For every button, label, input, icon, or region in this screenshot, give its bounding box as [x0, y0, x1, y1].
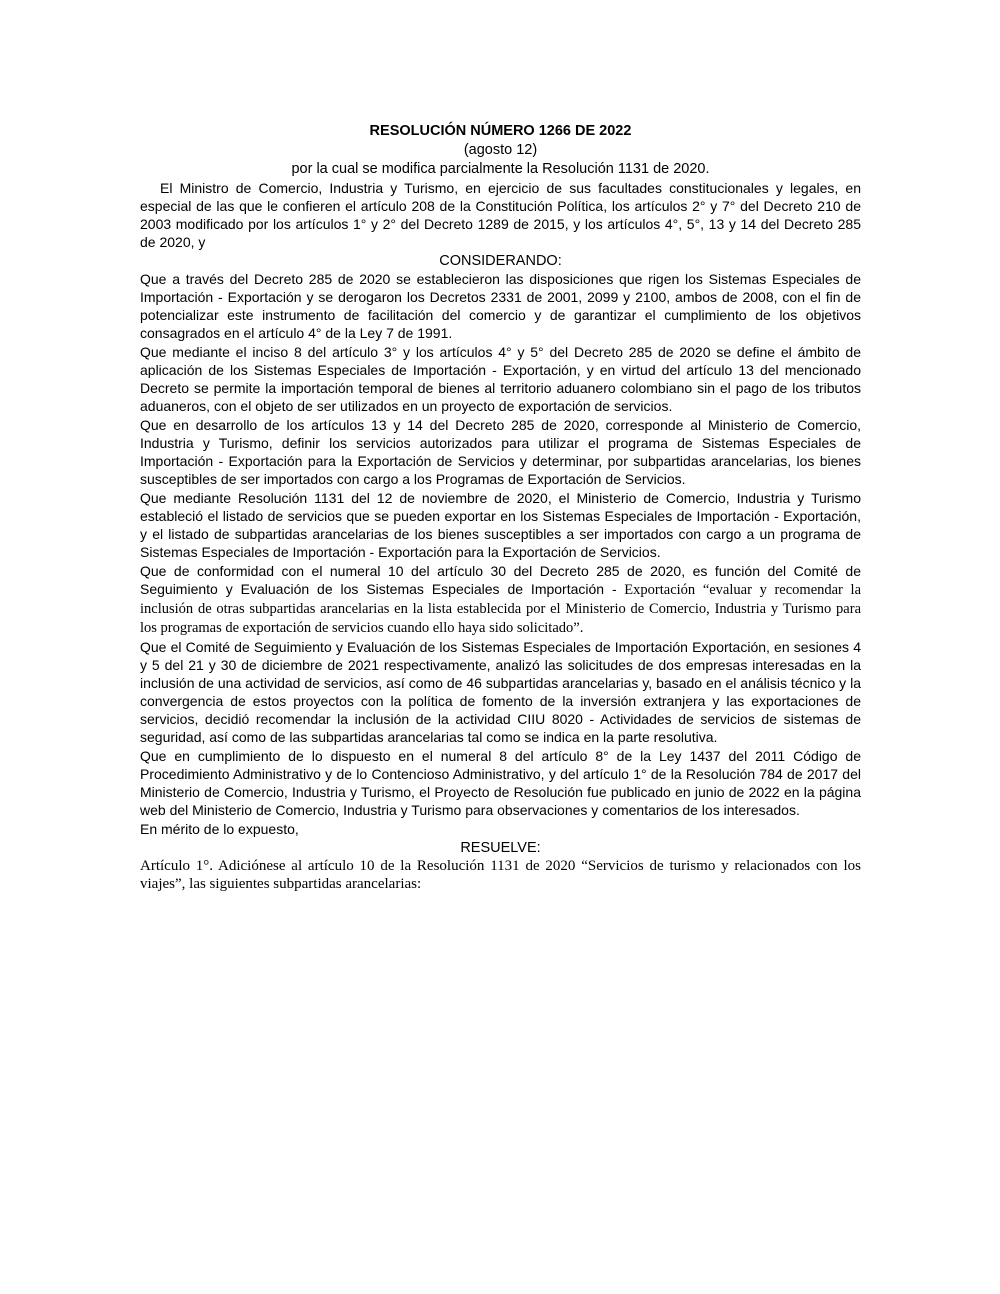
intro-paragraph: El Ministro de Comercio, Industria y Turismo, en ejercicio de sus facultades constitucionales y legales, en especial de las que le confieren el artículo 208 de la Constitución Política, los artículos 2° y 7° del Decreto 210 de 2003 modificado por los artículos 1° y 2° del Decreto 1289 de 2015, y los artículos 4°, 5°, 13 y 14 del Decreto 285 de 2020, y: [140, 180, 861, 250]
resuelve-heading: RESUELVE:: [460, 840, 541, 856]
considerando-paragraph: Que mediante el inciso 8 del artículo 3° y los artículos 4° y 5° del Decreto 285 de 2020 se define el ámbito de aplicación de los Sistemas Especiales de Importación - Exportación, y en virtud del artículo 13 del mencionado Decreto se permite la importación temporal de bienes al territorio aduanero colombiano sin el pago de los tributos aduaneros, con el objeto de ser utilizados en un proyecto de exportación de servicios.: [140, 344, 861, 414]
considerando-paragraph: Que mediante Resolución 1131 del 12 de noviembre de 2020, el Ministerio de Comercio, Industria y Turismo estableció el listado de servicios que se pueden exportar en los Sistemas Especiales de Importación - Exportación, y el listado de subpartidas arancelarias de los bienes susceptibles a ser importados con cargo a un programa de Sistemas Especiales de Importación - Exportación para la Exportación de Servicios.: [140, 490, 861, 560]
considerando-lead-text: Que de conformidad con el numeral 10 del artículo 30 del Decreto 285 de 2020, es función del Comité de Seguimiento y Evaluación de los Sistemas Especiales de Importación -: [140, 563, 861, 597]
resolution-date: (agosto 12): [463, 142, 538, 158]
considerando-paragraph: Que a través del Decreto 285 de 2020 se establecieron las disposiciones que rigen los Sistemas Especiales de Importación - Exportación y se derogaron los Decretos 2331 de 2001, 2099 y 2100, ambos de 2008, con el fin de potencializar este instrumento de facilitación del comercio y de garantizar el cumplimiento de los objetivos consagrados en el artículo 4° de la Ley 7 de 1991.: [140, 271, 861, 341]
considerando-paragraph: Que en desarrollo de los artículos 13 y 14 del Decreto 285 de 2020, corresponde al Ministerio de Comercio, Industria y Turismo, definir los servicios autorizados para utilizar el programa de Sistemas Especiales de Importación - Exportación para la Exportación de Servicios y determinar, por subpartidas arancelarias, los bienes susceptibles de ser importados con cargo a los Programas de Exportación de Servicios.: [140, 417, 861, 487]
considerando-paragraph: Que en cumplimiento de lo dispuesto en el numeral 8 del artículo 8° de la Ley 1437 del 2011 Código de Procedimiento Administrativo y de lo Contencioso Administrativo, y del artículo 1° de la Resolución 784 de 2017 del Ministerio de Comercio, Industria y Turismo, el Proyecto de Resolución fue publicado en junio de 2022 en la página web del Ministerio de Comercio, Industria y Turismo para observaciones y comentarios de los interesados.: [140, 748, 861, 818]
considerando-paragraph: Que el Comité de Seguimiento y Evaluación de los Sistemas Especiales de Importación Exportación, en sesiones 4 y 5 del 21 y 30 de diciembre de 2021 respectivamente, analizó las solicitudes de dos empresas interesadas en la inclusión de una actividad de servicios, así como de 46 subpartidas arancelarias y, basado en el análisis técnico y la convergencia de estos proyectos con la política de fomento de la inversión extranjera y las exportaciones de servicios, decidió recomendar la inclusión de la actividad CIIU 8020 - Actividades de servicios de sistemas de seguridad, así como de las subpartidas arancelarias tal como se indica en la parte resolutiva.: [140, 639, 861, 745]
considerando-heading: CONSIDERANDO:: [439, 253, 562, 269]
resolution-title: RESOLUCIÓN NÚMERO 1266 DE 2022: [369, 123, 632, 139]
considerando-paragraph: [140, 562, 861, 637]
article-1-paragraph: Artículo 1°. Adiciónese al artículo 10 de la Resolución 1131 de 2020 “Servicios de turismo y relacionados con los viajes”, las siguientes subpartidas arancelarias:: [140, 858, 861, 892]
quoted-function-text: Exportación “evaluar y recomendar la inclusión de otras subpartidas arancelarias en la lista establecida por el Ministerio de Comercio, Industria y Turismo para los programas de exportación de servicios cuando ello haya sido solicitado”.: [140, 582, 862, 636]
merito-line: En mérito de lo expuesto,: [140, 821, 299, 837]
resolution-subtitle: por la cual se modifica parcialmente la Resolución 1131 de 2020.: [291, 161, 710, 177]
document-page: [140, 122, 861, 893]
